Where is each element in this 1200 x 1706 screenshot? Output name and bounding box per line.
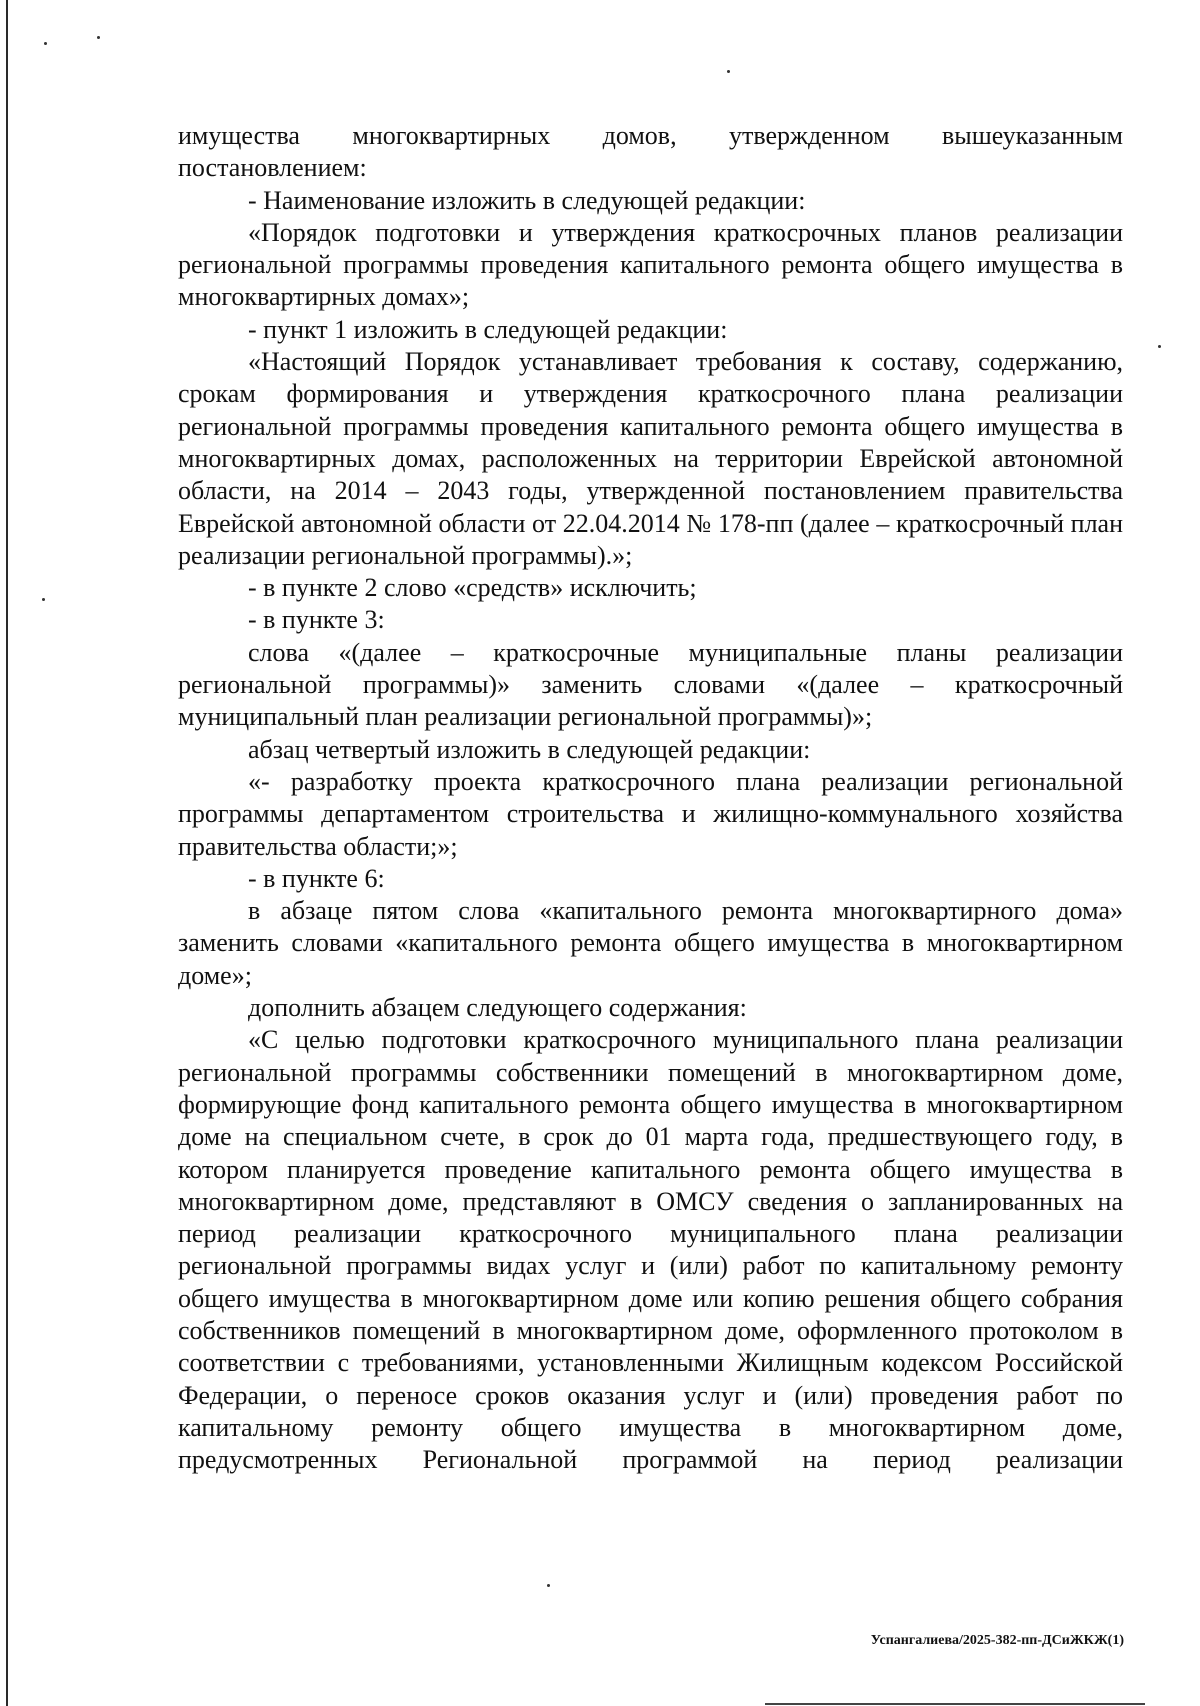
scan-speck [42, 598, 45, 601]
scan-speck [1158, 345, 1161, 348]
paragraph: в абзаце пятом слова «капитального ремонта многоквартирного дома» заменить словами «капитального ремонта общего имущества в многоквартирном доме»; [178, 896, 1123, 990]
scan-bottom-line [765, 1703, 1145, 1705]
paragraph: - Наименование изложить в следующей редакции: [248, 185, 806, 215]
paragraph: - в пункте 2 слово «средств» исключить; [248, 573, 697, 603]
paragraph: «Порядок подготовки и утверждения краткосрочных планов реализации региональной программы проведения капитального ремонта общего имущества в многоквартирных домах»; [178, 217, 1123, 312]
paragraph: абзац четвертый изложить в следующей редакции: [248, 734, 811, 764]
scan-edge-line [6, 0, 8, 1706]
document-footer-code: Успангалиева/2025-382-пп-ДСиЖКЖ(1) [870, 1633, 1124, 1648]
paragraph: - в пункте 3: [248, 605, 385, 635]
paragraph: дополнить абзацем следующего содержания: [248, 993, 747, 1023]
paragraph: - в пункте 6: [248, 863, 385, 893]
scan-speck [547, 1584, 550, 1587]
paragraph: имущества многоквартирных домов, утвержденном вышеуказанным постановлением: [178, 121, 1123, 183]
paragraph: слова «(далее – краткосрочные муниципальные планы реализации региональной программы)» заменить словами «(далее – краткосрочный муниципальный план реализации региональной программы)»; [178, 637, 1123, 732]
scan-speck [97, 36, 100, 39]
paragraph: «Настоящий Порядок устанавливает требования к составу, содержанию, срокам формирования и утверждения краткосрочного плана реализации региональной программы проведения капитального ремонта общего имущества в многоквартирных домах, расположенных на территории Еврейской автономной области, на 2014 – 2043 годы, утвержденной постановлением правительства Еврейской автономной области от 22.04.2014 № 178-пп (далее – краткосрочный план реализации региональной программы).»; [178, 347, 1123, 570]
paragraph: «- разработку проекта краткосрочного плана реализации региональной программы департаментом строительства и жилищно-коммунального хозяйства правительства области;»; [178, 766, 1123, 861]
document-body [178, 120, 1123, 1476]
paragraph: - пункт 1 изложить в следующей редакции: [248, 314, 728, 344]
scan-speck [727, 70, 730, 73]
paragraph: «С целью подготовки краткосрочного муниципального плана реализации региональной программы собственники помещений в многоквартирном доме, формирующие фонд капитального ремонта общего имущества в многоквартирном доме на специальном счете, в срок до 01 марта года, предшествующего году, в котором планируется проведение капитального ремонта общего имущества в многоквартирном доме, представляют в ОМСУ сведения о запланированных на период реализации краткосрочного муниципального плана реализации региональной программы видах услуг и (или) работ по капитальному ремонту общего имущества в многоквартирном доме или копию решения общего собрания собственников помещений в многоквартирном доме, оформленного протоколом в соответствии с требованиями, установленными Жилищным кодексом Российской Федерации, о переносе сроков оказания услуг и (или) проведения работ по капитальному ремонту общего имущества в многоквартирном доме, предусмотренных Региональной программой на период реализации [178, 1025, 1123, 1475]
scan-speck [44, 42, 47, 45]
